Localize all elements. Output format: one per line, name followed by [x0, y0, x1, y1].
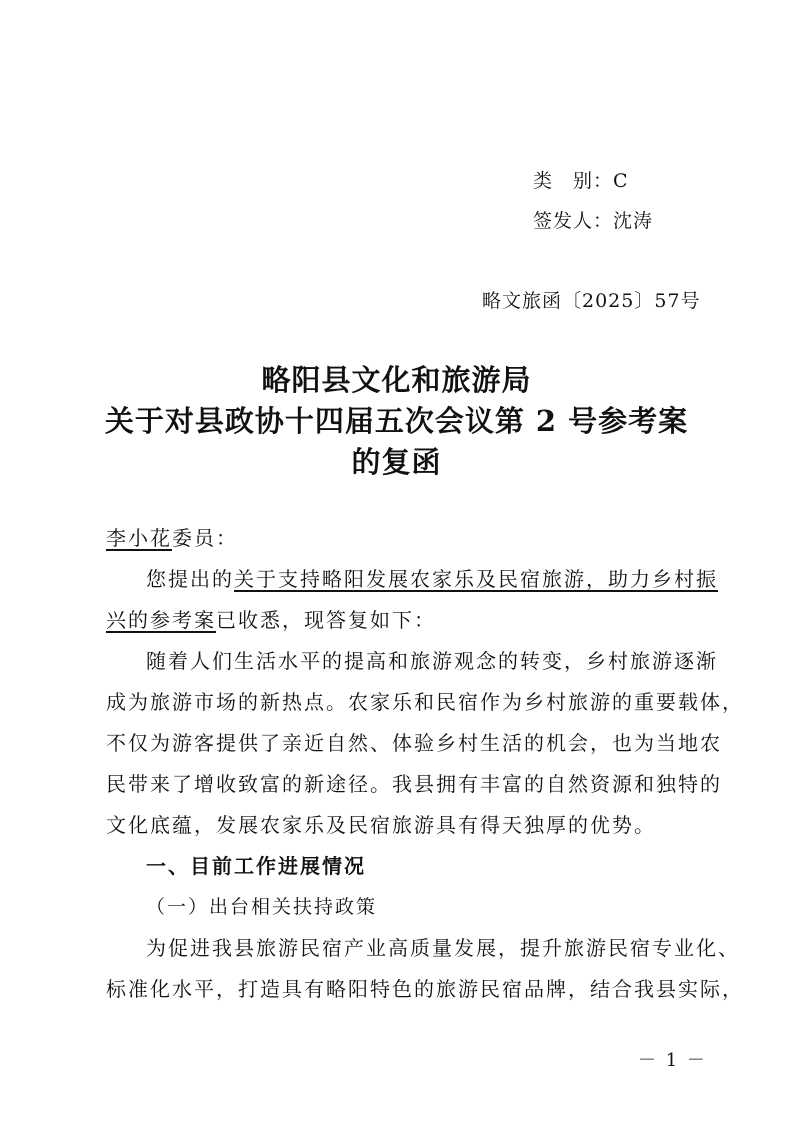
paragraph1-line-4: 民带来了增收致富的新途径。我县拥有丰富的自然资源和独特的 [106, 772, 722, 796]
page-number: － 1 － [638, 1050, 707, 1071]
document-number: 略文旅函〔2025〕57号 [482, 290, 701, 312]
proposal-title-part2: 兴的参考案 [106, 608, 216, 632]
proposal-title-part1: 关于支持略阳发展农家乐及民宿旅游，助力乡村振 [234, 567, 718, 591]
salutation-suffix: 委员： [172, 526, 238, 550]
intro-suffix: 已收悉，现答复如下： [216, 608, 436, 632]
title-line-2: 关于对县政协十四届五次会议第 2 号参考案 [104, 404, 689, 438]
section-heading-1: 一、目前工作进展情况 [146, 854, 366, 878]
salutation [106, 518, 698, 559]
title-line-1: 略阳县文化和旅游局 [261, 363, 532, 397]
recipient-name: 李小花 [106, 526, 172, 550]
signer-line: 签发人：沈涛 [533, 210, 654, 232]
intro-line-2 [106, 600, 698, 641]
intro-prefix: 您提出的 [146, 567, 234, 591]
section-heading-2: （一）出台相关扶持政策 [146, 896, 378, 918]
title-line-3: 的复函 [351, 445, 442, 479]
paragraph2-line-2: 标准化水平，打造具有略阳特色的旅游民宿品牌，结合我县实际， [106, 977, 744, 1001]
paragraph1-line-5: 文化底蕴，发展农家乐及民宿旅游具有得天独厚的优势。 [106, 813, 656, 837]
paragraph2-line-1: 为促进我县旅游民宿产业高质量发展，提升旅游民宿专业化、 [146, 936, 740, 960]
intro-line-1 [146, 559, 738, 600]
category-line: 类 别：C [533, 170, 629, 192]
paragraph1-line-1: 随着人们生活水平的提高和旅游观念的转变，乡村旅游逐渐 [146, 649, 718, 673]
paragraph1-line-2: 成为旅游市场的新热点。农家乐和民宿作为乡村旅游的重要载体， [106, 690, 744, 714]
paragraph1-line-3: 不仅为游客提供了亲近自然、体验乡村生活的机会，也为当地农 [106, 731, 722, 755]
